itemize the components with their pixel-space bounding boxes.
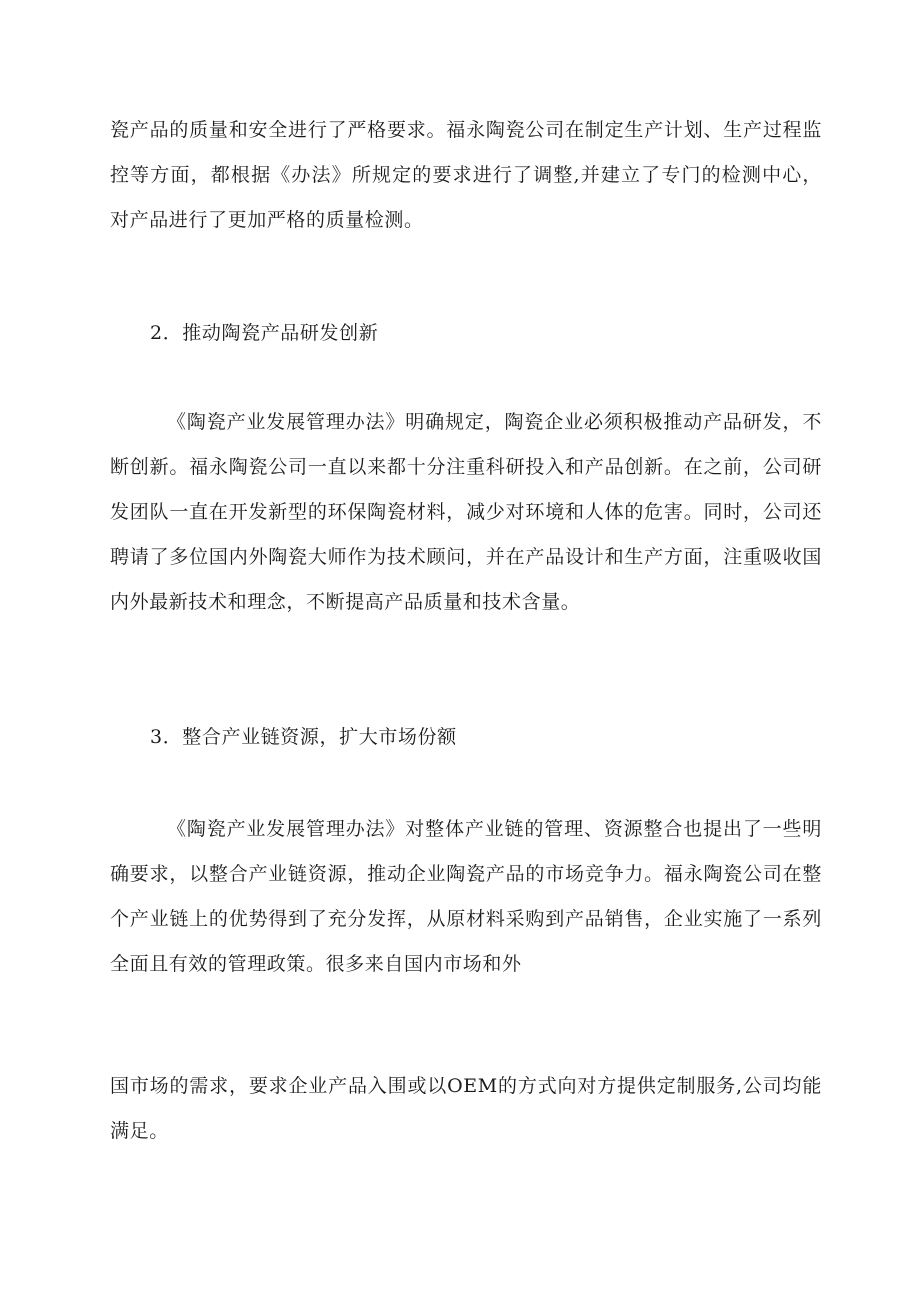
section-heading-rd-innovation: 2．推动陶瓷产品研发创新	[150, 322, 379, 344]
paragraph-quality-requirements: 瓷产品的质量和安全进行了严格要求。福永陶瓷公司在制定生产计划、生产过程监控等方面，都根据《办法》所规定的要求进行了调整,并建立了专门的检测中心，对产品进行了更加严格的质量检测。	[110, 119, 822, 231]
paragraph-rd-innovation: 《陶瓷产业发展管理办法》明确规定，陶瓷企业必须积极推动产品研发，不断创新。福永陶瓷公司一直以来都十分注重科研投入和产品创新。在之前，公司研发团队一直在开发新型的环保陶瓷材料，减少对环境和人体的危害。同时，公司还聘请了多位国内外陶瓷大师作为技术顾问，并在产品设计和生产方面，注重吸收国内外最新技术和理念，不断提高产品质量和技术含量。	[110, 411, 822, 613]
paragraph-market-demand: 国市场的需求，要求企业产品入围或以OEM的方式向对方提供定制服务,公司均能满足。	[110, 1075, 822, 1142]
section-heading-industry-chain: 3．整合产业链资源，扩大市场份额	[150, 726, 457, 748]
paragraph-industry-chain: 《陶瓷产业发展管理办法》对整体产业链的管理、资源整合也提出了一些明确要求，以整合产业链资源，推动企业陶瓷产品的市场竞争力。福永陶瓷公司在整个产业链上的优势得到了充分发挥，从原材料采购到产品销售，企业实施了一系列全面且有效的管理政策。很多来自国内市场和外	[110, 818, 822, 975]
